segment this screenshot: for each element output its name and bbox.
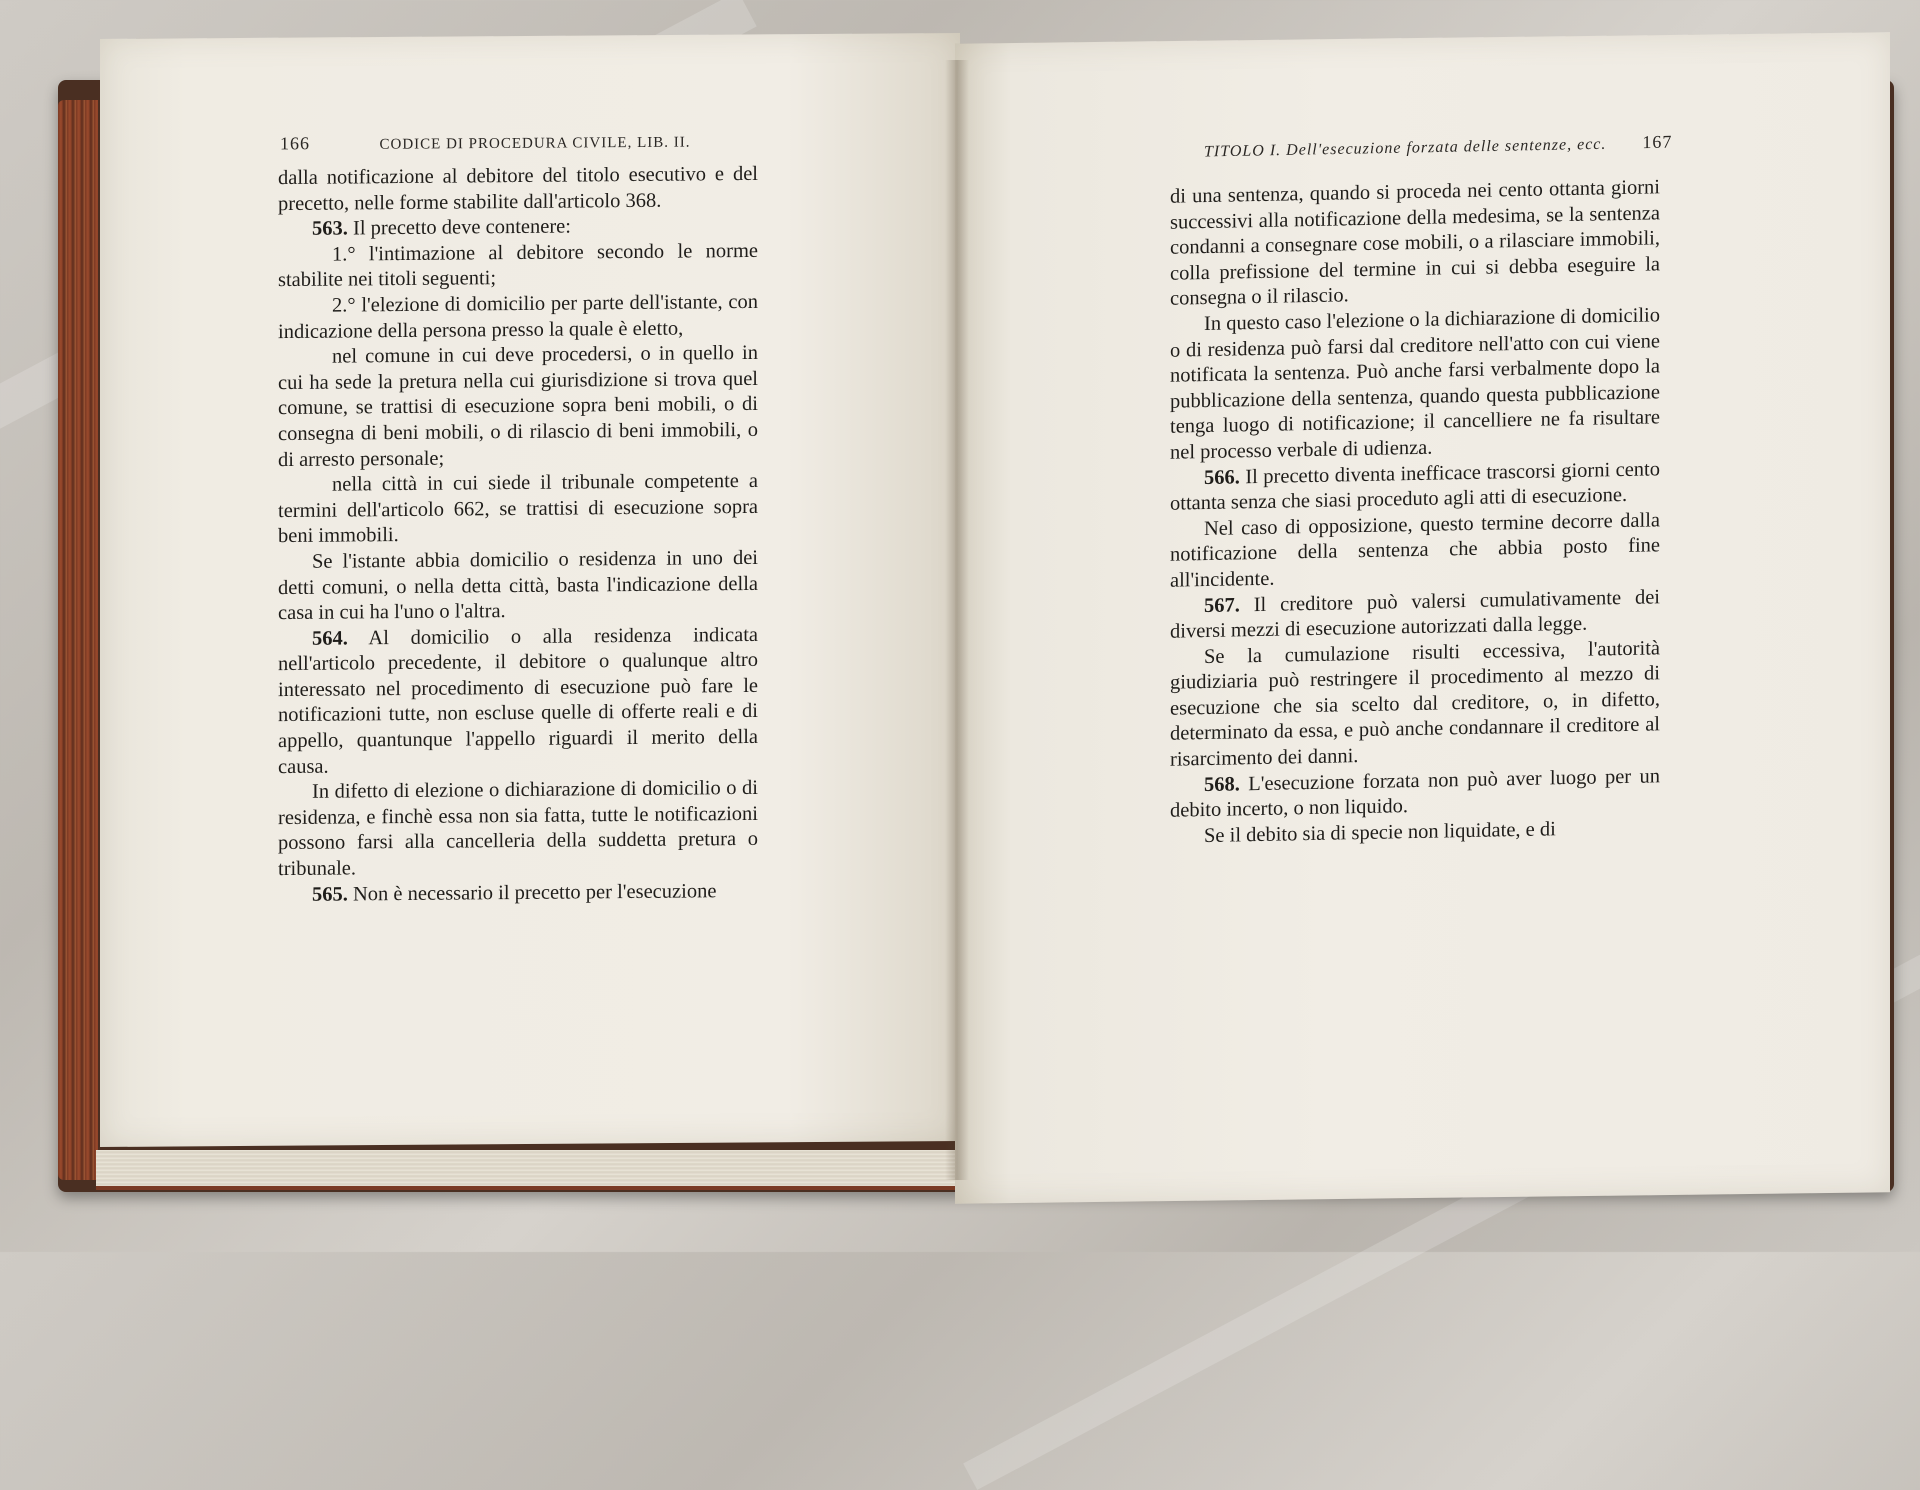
- paragraph: 566. Il precetto diventa inefficace trascorsi giorni cento ottanta senza che siasi proceduto agli atti di esecuzione.: [1170, 457, 1661, 515]
- paragraph: In difetto di elezione o dichiarazione di domicilio o di residenza, e finchè essa non sia fatta, tutte le notificazioni possono farsi alla cancelleria della suddetta pretura o tribunale.: [278, 777, 758, 881]
- paragraph: 2.° l'elezione di domicilio per parte dell'istante, con indicazione della persona presso la quale è eletto,: [278, 290, 758, 343]
- article-number: 565.: [312, 883, 348, 906]
- book-marbled-edge: [58, 100, 98, 1180]
- paragraph: Se la cumulazione risulti eccessiva, l'autorità giudiziaria può restringere il procedimento al mezzo di esecuzione che sia scelto dal creditore, o, in difetto, determinato da essa, e può anche condannare il creditore al risarcimento dei danni.: [1170, 636, 1660, 771]
- article-number: 568.: [1204, 773, 1240, 796]
- paragraph: In questo caso l'elezione o la dichiarazione di domicilio o di residenza può farsi dal creditore nell'atto con cui viene notificata la sentenza. Può anche farsi verbalmente dopo la pubblicazione della sentenza, quando questa pubblicazione tenga luogo di notificazione; il cancelliere ne fa risultare nel processo verbale di udienza.: [1170, 304, 1660, 464]
- article-number: 564.: [312, 627, 348, 650]
- paragraph: Se l'istante abbia domicilio o residenza in uno dei detti comuni, o nella detta città, basta l'indicazione della casa in cui ha l'uno o l'altra.: [278, 546, 758, 625]
- paragraph: di una sentenza, quando si proceda nei cento ottanta giorni successivi alla notificazione della medesima, se la sentenza condanni a consegnare cose mobili, o a rilasciare immobili, colla prefissione del termine in cui si debba eseguire la consegna o il rilascio.: [1170, 176, 1660, 311]
- article-number: 567.: [1204, 593, 1240, 617]
- right-page-text: [1170, 175, 1660, 850]
- left-page-text: [278, 162, 758, 908]
- article-number: 566.: [1204, 465, 1240, 489]
- paragraph: 568. L'esecuzione forzata non può aver luogo per un debito incerto, o non liquido.: [1170, 764, 1660, 822]
- paragraph: nella città in cui siede il tribunale competente a termini dell'articolo 662, se trattisi di esecuzione sopra beni immobili.: [278, 470, 758, 548]
- right-running-title: TITOLO I. Dell'esecuzione forzata delle sentenze, ecc.: [1204, 135, 1607, 161]
- book-page-edges: [96, 1150, 956, 1190]
- paragraph: 1.° l'intimazione al debitore secondo le norme stabilite nei titoli seguenti;: [278, 239, 758, 292]
- paragraph: 567. Il creditore può valersi cumulativamente dei diversi mezzi di esecuzione autorizzati dalla legge.: [1170, 585, 1660, 643]
- left-running-title: CODICE DI PROCEDURA CIVILE, LIB. II.: [379, 134, 691, 153]
- left-page-number: 166: [280, 133, 310, 154]
- left-running-head: [280, 131, 691, 155]
- book-gutter: [945, 60, 969, 1180]
- article-number: 563.: [312, 217, 348, 240]
- paragraph: 564. Al domicilio o alla residenza indicata nell'articolo precedente, il debitore o qualunque altro interessato nel procedimento di esecuzione può fare le notificazioni tutte, non escluse quelle di offerte reali e di appello, quantunque l'appello riguardi il merito della causa.: [278, 623, 758, 778]
- paragraph: Se il debito sia di specie non liquidate, e di: [1204, 818, 1556, 847]
- paragraph: nel comune in cui deve procedersi, o in quello in cui ha sede la pretura nella cui giurisdizione si trova quel comune, se trattisi di esecuzione sopra beni mobili, o di consegna di beni mobili, o di rilascio di beni immobili, o di arresto personale;: [278, 342, 758, 471]
- paragraph: 563. Il precetto deve contenere:: [312, 215, 571, 240]
- right-page-number: 167: [1642, 131, 1673, 153]
- paragraph: dalla notificazione al debitore del titolo esecutivo e del precetto, nelle forme stabilite dall'articolo 368.: [278, 162, 758, 215]
- paragraph: Nel caso di opposizione, questo termine decorre dalla notificazione della sentenza che abbia posto fine all'incidente.: [1170, 509, 1660, 592]
- paragraph: 565. Non è necessario il precetto per l'esecuzione: [312, 879, 717, 906]
